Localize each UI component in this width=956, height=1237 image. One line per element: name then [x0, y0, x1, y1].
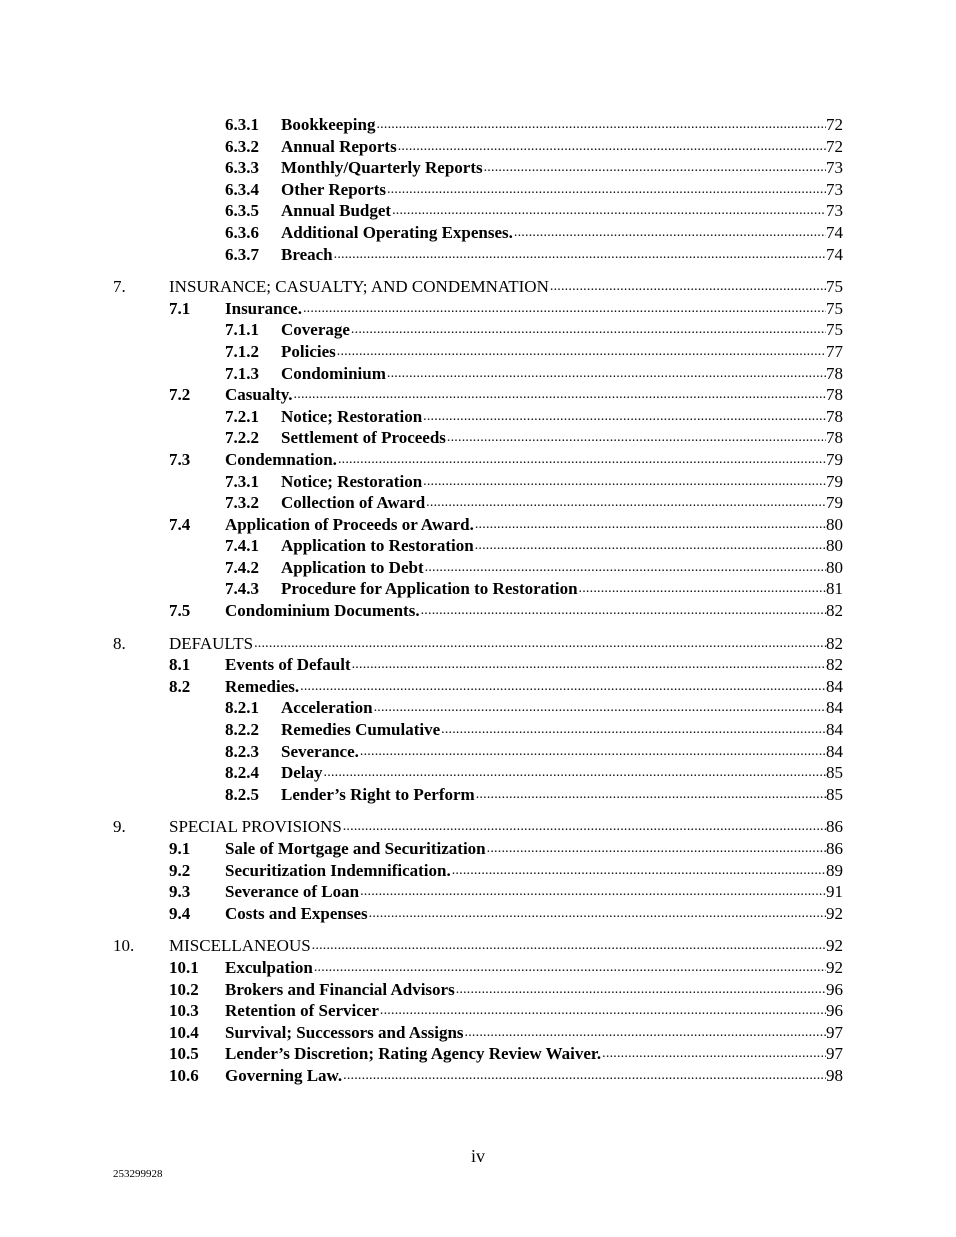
toc-entry-number: 7.2.1 [225, 406, 259, 426]
toc-entry-line [225, 903, 843, 925]
toc-entry-level-2[interactable] [0, 1022, 956, 1044]
toc-entry-line [281, 784, 843, 806]
dot-leader [487, 838, 826, 860]
toc-entry-number: 7.5 [169, 601, 191, 621]
toc-entry-title: Notice; Restoration [281, 406, 423, 426]
toc-entry-title: Exculpation [225, 957, 313, 977]
toc-entry-number: 10.6 [169, 1065, 199, 1085]
toc-entry-level-2[interactable] [0, 449, 956, 471]
toc-entry-line [281, 363, 843, 385]
document-id: 253299928 [113, 1168, 163, 1180]
toc-entry-line [225, 1065, 843, 1087]
toc-entry-page-number: 82 [826, 601, 843, 621]
toc-entry-line [169, 276, 843, 298]
toc-entry-level-3[interactable] [0, 741, 956, 763]
dot-leader [387, 363, 826, 385]
dot-leader [369, 903, 826, 925]
toc-entry-page-number: 72 [826, 136, 843, 156]
toc-entry-title: Condominium [281, 363, 386, 383]
toc-entry-number: 7.4.3 [225, 579, 259, 599]
dot-leader [338, 449, 826, 471]
page-number: iv [470, 1146, 485, 1166]
dot-leader [465, 1022, 826, 1044]
toc-entry-line [281, 697, 843, 719]
toc-entry-page-number: 77 [826, 341, 843, 361]
toc-entry-page-number: 84 [826, 741, 843, 761]
dot-leader [423, 406, 826, 428]
toc-entry-number: 8.2.3 [225, 741, 259, 761]
toc-entry-number: 7.1.3 [225, 363, 259, 383]
toc-entry-level-3[interactable] [0, 406, 956, 428]
dot-leader [314, 957, 826, 979]
toc-entry-number: 10.3 [169, 1001, 199, 1021]
toc-entry-page-number: 81 [826, 579, 843, 599]
toc-entry-line [281, 244, 843, 266]
dot-leader [452, 860, 826, 882]
toc-entry-line [225, 860, 843, 882]
dot-leader [475, 535, 826, 557]
toc-entry-page-number: 85 [826, 763, 843, 783]
toc-entry-line [225, 654, 843, 676]
toc-entry-number: 10.1 [169, 957, 199, 977]
toc-entry-title: Lender’s Discretion; Rating Agency Review Waiver. [225, 1044, 602, 1064]
toc-entry-line [225, 1022, 843, 1044]
toc-entry-number: 7.1.2 [225, 341, 259, 361]
toc-entry-line [169, 935, 843, 957]
dot-leader [294, 384, 826, 406]
toc-entry-page-number: 78 [826, 406, 843, 426]
toc-entry-title: Acceleration [281, 698, 373, 718]
toc-entry-title: INSURANCE; CASUALTY; AND CONDEMNATION [169, 277, 549, 297]
toc-entry-line [281, 157, 843, 179]
toc-entry-page-number: 84 [826, 676, 843, 696]
toc-entry-level-2[interactable] [0, 860, 956, 882]
toc-entry-page-number: 80 [826, 536, 843, 556]
toc-entry-number: 6.3.1 [225, 115, 259, 134]
toc-entry-level-2[interactable] [0, 676, 956, 698]
toc-entry-level-2[interactable] [0, 1065, 956, 1087]
toc-entry-title: Bookkeeping [281, 115, 376, 134]
toc-entry-number: 8.2.2 [225, 720, 259, 740]
toc-entry-number: 10.5 [169, 1044, 199, 1064]
toc-entry-level-3[interactable] [0, 492, 956, 514]
toc-entry-title: Casualty. [225, 385, 293, 405]
dot-leader [514, 222, 826, 244]
toc-entry-page-number: 82 [826, 655, 843, 675]
toc-entry-number: 7.4.2 [225, 557, 259, 577]
toc-entry-line [281, 222, 843, 244]
toc-entry-title: Events of Default [225, 655, 351, 675]
toc-entry-page-number: 79 [826, 449, 843, 469]
toc-entry-line [169, 816, 843, 838]
toc-entry-level-3[interactable] [0, 719, 956, 741]
toc-entry-line [281, 319, 843, 341]
toc-entry-title: DEFAULTS [169, 633, 254, 653]
toc-entry-number: 10. [113, 936, 135, 956]
toc-entry-title: Delay [281, 763, 323, 783]
dot-leader [343, 1065, 826, 1087]
toc-entry-title: SPECIAL PROVISIONS [169, 817, 342, 837]
toc-entry-page-number: 75 [826, 277, 843, 297]
toc-entry-number: 9.3 [169, 882, 191, 902]
toc-entry-level-1[interactable] [0, 633, 956, 655]
toc-entry-title: Insurance. [225, 298, 302, 318]
toc-entry-page-number: 96 [826, 979, 843, 999]
toc-entry-title: Brokers and Financial Advisors [225, 979, 455, 999]
toc-entry-page-number: 86 [826, 817, 843, 837]
toc-entry-title: Securitization Indemnification. [225, 860, 451, 880]
toc-entry-level-3[interactable] [0, 762, 956, 784]
dot-leader [398, 136, 826, 158]
toc-entry-level-3[interactable] [0, 319, 956, 341]
toc-entry-title: Retention of Servicer [225, 1001, 379, 1021]
toc-entry-title: Condemnation. [225, 449, 337, 469]
toc-entry-level-3[interactable] [0, 535, 956, 557]
toc-entry-title: Annual Budget [281, 201, 392, 221]
dot-leader [387, 179, 826, 201]
toc-entry-page-number: 91 [826, 882, 843, 902]
toc-entry-number: 9. [113, 817, 126, 837]
toc-entry-page-number: 92 [826, 936, 843, 956]
toc-entry-number: 6.3.3 [225, 158, 259, 178]
toc-entry-level-3[interactable] [0, 157, 956, 179]
dot-leader [475, 514, 826, 536]
toc-entry-title: Sale of Mortgage and Securitization [225, 839, 486, 858]
toc-entry-page-number: 75 [826, 298, 843, 318]
toc-entry-number: 6.3.4 [225, 179, 259, 199]
toc-entry-number: 9.4 [169, 903, 191, 923]
dot-leader [360, 741, 826, 763]
toc-entry-page-number: 79 [826, 471, 843, 491]
dot-leader [441, 719, 826, 741]
toc-entry-number: 6.3.7 [225, 244, 259, 264]
toc-entry-line [281, 200, 843, 222]
toc-entry-page-number: 72 [826, 115, 843, 134]
toc-entry-level-2[interactable] [0, 1043, 956, 1065]
dot-leader [425, 557, 826, 579]
dot-leader [324, 762, 826, 784]
toc-entry-level-3[interactable] [0, 200, 956, 222]
toc-entry-number: 7.3.2 [225, 493, 259, 513]
toc-entry-title: Costs and Expenses [225, 903, 368, 923]
toc-entry-page-number: 84 [826, 720, 843, 740]
toc-entry-page-number: 97 [826, 1044, 843, 1064]
dot-leader [380, 1000, 826, 1022]
toc-entry-title: Collection of Award [281, 493, 426, 513]
toc-entry-line [281, 179, 843, 201]
toc-entry-number: 8.1 [169, 655, 191, 675]
toc-entry-title: Remedies. [225, 676, 300, 696]
toc-entry-page-number: 84 [826, 698, 843, 718]
toc-entry-number: 8.2.5 [225, 784, 259, 804]
toc-entry-line [281, 341, 843, 363]
toc-entry-number: 8.2 [169, 676, 191, 696]
toc-entry-level-2[interactable] [0, 600, 956, 622]
toc-entry-line [281, 762, 843, 784]
toc-entry-level-3[interactable] [0, 784, 956, 806]
toc-entry-level-3[interactable] [0, 136, 956, 158]
toc-entry-level-2[interactable] [0, 881, 956, 903]
dot-leader [351, 319, 826, 341]
toc-entry-line [281, 471, 843, 493]
dot-leader [476, 784, 826, 806]
toc-entry-number: 7.2 [169, 385, 191, 405]
toc-entry-title: Severance. [281, 741, 359, 761]
toc-entry-page-number: 78 [826, 428, 843, 448]
toc-entry-title: Additional Operating Expenses. [281, 222, 513, 242]
toc-entry-number: 8.2.1 [225, 698, 259, 718]
toc-entry-line [281, 114, 843, 136]
toc-entry-number: 7.3 [169, 449, 191, 469]
toc-entry-title: Monthly/Quarterly Reports [281, 158, 483, 178]
toc-entry-page-number: 74 [826, 222, 843, 242]
toc-entry-page-number: 86 [826, 839, 843, 858]
dot-leader [303, 298, 826, 320]
toc-entry-level-3[interactable] [0, 222, 956, 244]
toc-entry-page-number: 73 [826, 158, 843, 178]
toc-entry-number: 9.2 [169, 860, 191, 880]
toc-entry-page-number: 78 [826, 363, 843, 383]
toc-entry-number: 10.2 [169, 979, 199, 999]
dot-leader [456, 979, 826, 1001]
toc-entry-page-number: 96 [826, 1001, 843, 1021]
toc-entry-line [281, 406, 843, 428]
toc-entry-title: Remedies Cumulative [281, 720, 441, 740]
toc-entry-number: 8.2.4 [225, 763, 259, 783]
dot-leader [423, 471, 826, 493]
toc-entry-line [281, 719, 843, 741]
toc-entry-line [225, 384, 843, 406]
toc-entry-page-number: 73 [826, 201, 843, 221]
dot-leader [254, 633, 826, 655]
toc-entry-title: Notice; Restoration [281, 471, 423, 491]
toc-entry-level-3[interactable] [0, 179, 956, 201]
dot-leader [376, 114, 826, 136]
toc-entry-level-2[interactable] [0, 384, 956, 406]
toc-entry-level-1[interactable] [0, 276, 956, 298]
toc-entry-title: Survival; Successors and Assigns [225, 1022, 464, 1042]
toc-entry-page-number: 74 [826, 244, 843, 264]
toc-entry-level-3[interactable] [0, 697, 956, 719]
table-of-contents [0, 114, 956, 1087]
toc-entry-page-number: 92 [826, 957, 843, 977]
toc-entry-level-2[interactable] [0, 514, 956, 536]
toc-entry-page-number: 80 [826, 557, 843, 577]
toc-entry-level-2[interactable] [0, 298, 956, 320]
toc-entry-number: 9.1 [169, 839, 191, 858]
toc-entry-title: Governing Law. [225, 1065, 343, 1085]
toc-entry-page-number: 80 [826, 514, 843, 534]
toc-entry-line [225, 979, 843, 1001]
toc-entry-page-number: 92 [826, 903, 843, 923]
dot-leader [360, 881, 826, 903]
toc-entry-page-number: 75 [826, 320, 843, 340]
dot-leader [421, 600, 826, 622]
toc-entry-number: 7.3.1 [225, 471, 259, 491]
toc-entry-level-3[interactable] [0, 363, 956, 385]
toc-entry-number: 7.1 [169, 298, 191, 318]
toc-entry-title: Application to Restoration [281, 536, 474, 556]
dot-leader [392, 200, 826, 222]
toc-entry-level-2[interactable] [0, 654, 956, 676]
toc-entry-level-3[interactable] [0, 471, 956, 493]
toc-entry-page-number: 97 [826, 1022, 843, 1042]
toc-entry-line [169, 633, 843, 655]
dot-leader [300, 676, 826, 698]
toc-entry-number: 7.4.1 [225, 536, 259, 556]
toc-entry-level-2[interactable] [0, 957, 956, 979]
toc-entry-line [281, 427, 843, 449]
toc-entry-number: 6.3.5 [225, 201, 259, 221]
toc-entry-title: Policies [281, 341, 336, 361]
toc-entry-line [281, 136, 843, 158]
toc-entry-level-3[interactable] [0, 244, 956, 266]
toc-entry-level-2[interactable] [0, 979, 956, 1001]
toc-entry-title: MISCELLANEOUS [169, 936, 311, 956]
toc-entry-number: 8. [113, 633, 126, 653]
toc-entry-level-3[interactable] [0, 427, 956, 449]
toc-entry-page-number: 82 [826, 633, 843, 653]
toc-entry-number: 7. [113, 277, 126, 297]
toc-entry-page-number: 89 [826, 860, 843, 880]
toc-entry-level-2[interactable] [0, 838, 956, 860]
toc-entry-title: Application of Proceeds or Award. [225, 514, 474, 534]
toc-entry-line [225, 600, 843, 622]
toc-entry-number: 6.3.6 [225, 222, 259, 242]
toc-entry-line [281, 578, 843, 600]
toc-entry-page-number: 78 [826, 385, 843, 405]
toc-entry-line [225, 449, 843, 471]
toc-entry-page-number: 79 [826, 493, 843, 513]
toc-entry-level-3[interactable] [0, 341, 956, 363]
toc-entry-number: 7.4 [169, 514, 191, 534]
toc-entry-level-3[interactable] [0, 578, 956, 600]
dot-leader [484, 157, 826, 179]
toc-entry-number: 7.1.1 [225, 320, 259, 340]
toc-entry-level-3[interactable] [0, 114, 956, 136]
dot-leader [352, 654, 826, 676]
toc-entry-level-2[interactable] [0, 903, 956, 925]
toc-entry-line [281, 741, 843, 763]
toc-entry-number: 6.3.2 [225, 136, 259, 156]
toc-entry-number: 7.2.2 [225, 428, 259, 448]
toc-entry-line [225, 514, 843, 536]
dot-leader [334, 244, 826, 266]
toc-entry-title: Settlement of Proceeds [281, 428, 446, 448]
dot-leader [602, 1043, 826, 1065]
toc-entry-line [225, 298, 843, 320]
toc-entry-title: Lender’s Right to Perform [281, 784, 475, 804]
toc-entry-level-1[interactable] [0, 935, 956, 957]
toc-entry-title: Procedure for Application to Restoration [281, 579, 578, 599]
toc-entry-page-number: 98 [826, 1065, 843, 1085]
toc-entry-page-number: 85 [826, 784, 843, 804]
dot-leader [550, 276, 826, 298]
toc-entry-title: Other Reports [281, 179, 386, 199]
toc-entry-title: Coverage [281, 320, 350, 340]
toc-entry-line [225, 838, 843, 860]
toc-entry-title: Breach [281, 244, 333, 264]
toc-entry-line [225, 1000, 843, 1022]
toc-entry-line [225, 881, 843, 903]
dot-leader [337, 341, 826, 363]
toc-entry-line [225, 1043, 843, 1065]
toc-entry-level-3[interactable] [0, 557, 956, 579]
toc-entry-number: 10.4 [169, 1022, 199, 1042]
toc-entry-line [225, 957, 843, 979]
toc-entry-line [281, 535, 843, 557]
toc-entry-page-number: 73 [826, 179, 843, 199]
toc-entry-line [281, 557, 843, 579]
toc-entry-line [225, 676, 843, 698]
dot-leader [343, 816, 826, 838]
toc-entry-title: Condominium Documents. [225, 601, 420, 621]
dot-leader [579, 578, 826, 600]
dot-leader [312, 935, 826, 957]
dot-leader [426, 492, 826, 514]
dot-leader [447, 427, 826, 449]
toc-entry-line [281, 492, 843, 514]
toc-entry-title: Annual Reports [281, 136, 397, 156]
dot-leader [374, 697, 826, 719]
toc-entry-level-1[interactable] [0, 816, 956, 838]
toc-entry-title: Application to Debt [281, 557, 424, 577]
toc-entry-level-2[interactable] [0, 1000, 956, 1022]
toc-entry-title: Severance of Loan [225, 882, 360, 902]
